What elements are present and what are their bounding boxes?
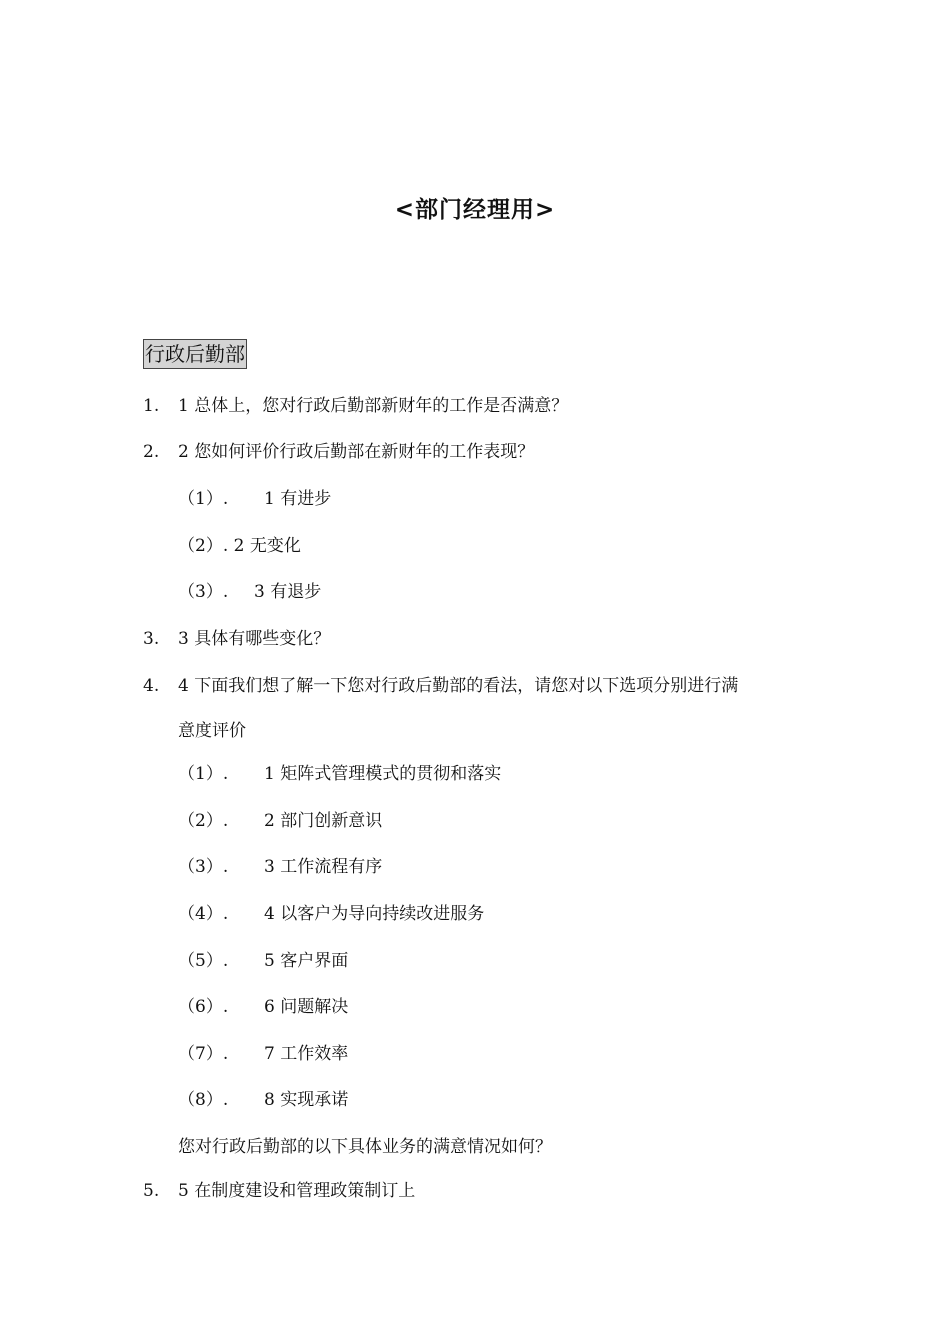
list-item: [178, 487, 331, 511]
question-number: 4.: [143, 676, 160, 696]
list-item: [178, 809, 382, 833]
question-number: 2.: [143, 442, 160, 462]
option-label: （3）.: [178, 582, 229, 602]
option-label: （1）.: [178, 489, 229, 509]
question-text: 5 在制度建设和管理政策制订上: [178, 1181, 416, 1201]
option-label: （2）.: [178, 536, 234, 556]
question-number: 3.: [143, 629, 160, 649]
option-text: 2 无变化: [233, 536, 301, 556]
section-intro: 您对行政后勤部的以下具体业务的满意情况如何？: [178, 1137, 552, 1157]
question-number: 5.: [143, 1181, 160, 1201]
option-label: （4）.: [178, 904, 229, 924]
list-item: [178, 995, 348, 1019]
question-text: 4 下面我们想了解一下您对行政后勤部的看法，请您对以下选项分别进行满: [178, 676, 739, 696]
option-text: 8 实现承诺: [264, 1090, 349, 1110]
option-label: （8）.: [178, 1090, 229, 1110]
option-label: （5）.: [178, 951, 229, 971]
option-label: （3）.: [178, 857, 229, 877]
question-text-continuation: 意度评价: [178, 721, 246, 741]
list-item: [178, 580, 321, 604]
question-text: 1 总体上，您对行政后勤部新财年的工作是否满意？: [178, 396, 569, 416]
option-text: 5 客户界面: [264, 951, 349, 971]
list-item: [178, 1088, 348, 1112]
option-text: 7 工作效率: [264, 1044, 349, 1064]
option-text: 1 矩阵式管理模式的贯彻和落实: [264, 764, 502, 784]
option-text: 4 以客户为导向持续改进服务: [264, 904, 485, 924]
list-item: [178, 949, 348, 973]
option-label: （7）.: [178, 1044, 229, 1064]
list-item: [178, 762, 501, 786]
list-item: [178, 534, 301, 558]
option-text: 3 有退步: [254, 582, 322, 602]
option-label: （2）.: [178, 811, 229, 831]
page-title: <部门经理用>: [394, 197, 556, 223]
question-text: 2 您如何评价行政后勤部在新财年的工作表现？: [178, 442, 535, 462]
list-item: [178, 855, 382, 879]
list-item: [178, 1042, 348, 1066]
question-text: 3 具体有哪些变化？: [178, 629, 331, 649]
option-text: 1 有进步: [264, 489, 332, 509]
option-text: 6 问题解决: [264, 997, 349, 1017]
option-text: 3 工作流程有序: [264, 857, 383, 877]
list-item: [178, 902, 484, 926]
option-text: 2 部门创新意识: [264, 811, 383, 831]
option-label: （6）.: [178, 997, 229, 1017]
question-number: 1.: [143, 396, 160, 416]
section-heading: 行政后勤部: [143, 339, 247, 369]
option-label: （1）.: [178, 764, 229, 784]
